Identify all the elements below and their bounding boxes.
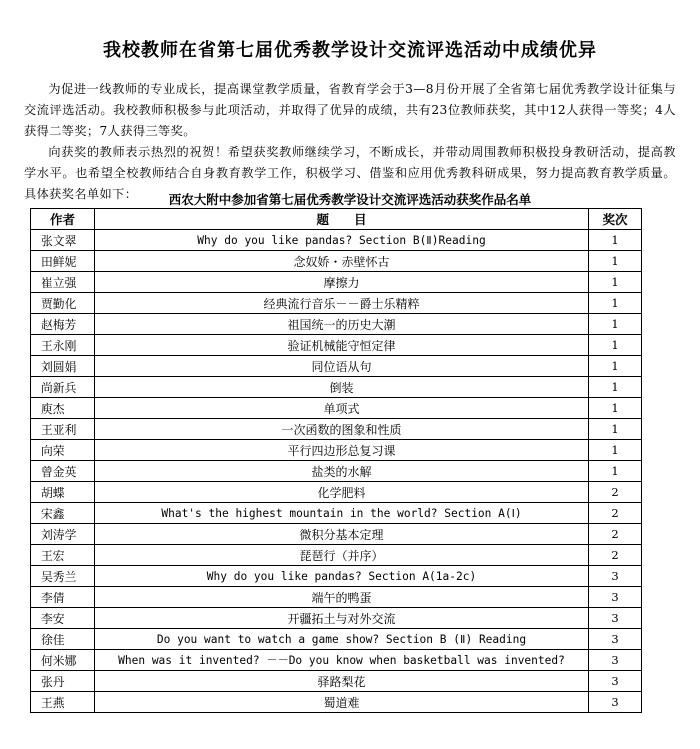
table-row [31,566,642,587]
award-rank-cell: 1 [589,461,642,482]
table-row [31,650,642,671]
table-row [31,419,642,440]
header-work: 题 目 [95,209,589,230]
work-title-cell: 倒装 [95,377,589,398]
author-cell: 胡蝶 [31,482,95,503]
award-rank-cell: 1 [589,377,642,398]
work-title-cell: Why do you like pandas? Section B(Ⅱ)Reading [95,230,589,251]
congrats-paragraph: 向获奖的教师表示热烈的祝贺！希望获奖教师继续学习，不断成长，并带动周围教师积极投身教研活动，提高教学水平。也希望全校教师结合自身教育教学工作，积极学习、借鉴和应用优秀教科研成果，努力提高教育教学质量。具体获奖名单如下： [24,145,676,202]
award-rank-cell: 3 [589,587,642,608]
header-rank: 奖次 [589,209,642,230]
award-rank-cell: 1 [589,335,642,356]
author-cell: 王亚利 [31,419,95,440]
author-cell: 贾勤化 [31,293,95,314]
author-cell: 王燕 [31,692,95,713]
work-title-cell: Do you want to watch a game show? Section B (Ⅱ) Reading [95,629,589,650]
award-rank-cell: 3 [589,566,642,587]
table-row [31,608,642,629]
table-row [31,272,642,293]
award-rank-cell: 2 [589,545,642,566]
award-rank-cell: 1 [589,419,642,440]
table-row [31,692,642,713]
table-row [31,251,642,272]
award-rank-cell: 3 [589,692,642,713]
work-title-cell: 微积分基本定理 [95,524,589,545]
award-rank-cell: 1 [589,356,642,377]
author-cell: 刘圆娟 [31,356,95,377]
work-title-cell: When was it invented? －－Do you know when basketball was invented? [95,650,589,671]
table-row [31,230,642,251]
author-cell: 李安 [31,608,95,629]
author-cell: 崔立强 [31,272,95,293]
award-rank-cell: 1 [589,440,642,461]
author-cell: 曾金英 [31,461,95,482]
table-row [31,398,642,419]
award-rank-cell: 2 [589,524,642,545]
work-title-cell: 化学肥料 [95,482,589,503]
author-cell: 李倩 [31,587,95,608]
work-title-cell: 琵琶行（并序） [95,545,589,566]
work-title-cell: 端午的鸭蛋 [95,587,589,608]
author-cell: 田鲜妮 [31,251,95,272]
work-title-cell: 开疆拓土与对外交流 [95,608,589,629]
work-title-cell: 平行四边形总复习课 [95,440,589,461]
table-row [31,587,642,608]
author-cell: 王永刚 [31,335,95,356]
award-rank-cell: 2 [589,482,642,503]
author-cell: 庾杰 [31,398,95,419]
table-row [31,440,642,461]
table-row [31,503,642,524]
award-rank-cell: 1 [589,251,642,272]
award-rank-cell: 1 [589,293,642,314]
award-rank-cell: 1 [589,272,642,293]
intro-paragraph: 为促进一线教师的专业成长，提高课堂教学质量，省教育学会于3—8月份开展了全省第七届优秀教学设计征集与交流评选活动。我校教师积极参与此项活动，并取得了优异的成绩，共有23位教师获奖，其中12人获得一等奖；4人获得二等奖；7人获得三等奖。 [24,82,676,139]
table-row [31,314,642,335]
author-cell: 刘涛学 [31,524,95,545]
table-row [31,377,642,398]
award-rank-cell: 3 [589,608,642,629]
author-cell: 张丹 [31,671,95,692]
table-row [31,545,642,566]
table-row [31,524,642,545]
award-rank-cell: 3 [589,650,642,671]
work-title-cell: 一次函数的图象和性质 [95,419,589,440]
author-cell: 徐佳 [31,629,95,650]
table-row [31,461,642,482]
author-cell: 王宏 [31,545,95,566]
table-row [31,293,642,314]
header-author: 作者 [31,209,95,230]
work-title-cell: 经典流行音乐－－爵士乐精粹 [95,293,589,314]
author-cell: 尚新兵 [31,377,95,398]
award-rank-cell: 3 [589,671,642,692]
table-caption: 西农大附中参加省第七届优秀教学设计交流评选活动获奖作品名单 [168,192,532,207]
table-row [31,671,642,692]
work-title-cell: 祖国统一的历史大潮 [95,314,589,335]
awards-table [30,208,642,713]
author-cell: 何米娜 [31,650,95,671]
work-title-cell: 单项式 [95,398,589,419]
award-rank-cell: 1 [589,230,642,251]
award-rank-cell: 3 [589,629,642,650]
author-cell: 宋鑫 [31,503,95,524]
author-cell: 张文翠 [31,230,95,251]
award-rank-cell: 1 [589,398,642,419]
work-title-cell: 盐类的水解 [95,461,589,482]
work-title-cell: Why do you like pandas? Section A(1a-2c) [95,566,589,587]
award-rank-cell: 1 [589,314,642,335]
author-cell: 向荣 [31,440,95,461]
work-title-cell: What's the highest mountain in the world? Section A(Ⅰ) [95,503,589,524]
work-title-cell: 同位语从句 [95,356,589,377]
table-row [31,335,642,356]
work-title-cell: 念奴娇・赤壁怀古 [95,251,589,272]
table-row [31,629,642,650]
work-title-cell: 摩擦力 [95,272,589,293]
work-title-cell: 驿路梨花 [95,671,589,692]
work-title-cell: 蜀道难 [95,692,589,713]
work-title-cell: 验证机械能守恒定律 [95,335,589,356]
award-rank-cell: 2 [589,503,642,524]
author-cell: 赵梅芳 [31,314,95,335]
author-cell: 吴秀兰 [31,566,95,587]
table-header-row [31,209,642,230]
table-row [31,482,642,503]
page-title: 我校教师在省第七届优秀教学设计交流评选活动中成绩优异 [103,40,597,61]
table-row [31,356,642,377]
